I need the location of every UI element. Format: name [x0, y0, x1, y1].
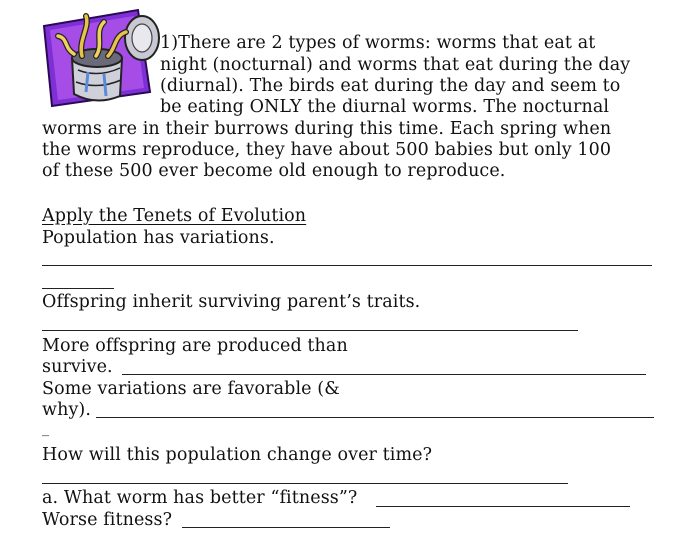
answer-line-variations-cont[interactable]: [42, 288, 114, 289]
question-better-fitness: a. What worm has better “fitness”?: [42, 488, 358, 508]
section-heading: Apply the Tenets of Evolution: [42, 206, 307, 226]
intro-line-3: (diurnal). The birds eat during the day and seem to: [160, 76, 621, 96]
tenet-more-offspring-cont: survive.: [42, 357, 113, 377]
answer-line-inherit[interactable]: [42, 330, 578, 331]
answer-line-variations[interactable]: [42, 265, 652, 266]
tenet-favorable-cont: why).: [42, 400, 92, 420]
answer-line-worse-fitness[interactable]: [182, 527, 390, 528]
stray-dash: _: [42, 421, 50, 437]
tenet-inherit: Offspring inherit surviving parent’s traits.: [42, 292, 421, 312]
question-change: How will this population change over time?: [42, 445, 433, 465]
intro-line-2: night (nocturnal) and worms that eat during the day: [160, 55, 631, 75]
answer-line-better-fitness[interactable]: [376, 506, 630, 507]
answer-line-change[interactable]: [42, 483, 568, 484]
intro-line-7: of these 500 ever become old enough to reproduce.: [42, 161, 506, 181]
tenet-more-offspring: More offspring are produced than: [42, 336, 348, 356]
intro-line-6: the worms reproduce, they have about 500 babies but only 100: [42, 140, 612, 160]
intro-line-4: be eating ONLY the diurnal worms. The nocturnal: [160, 97, 610, 117]
tenet-variations: Population has variations.: [42, 228, 275, 248]
intro-line-5: worms are in their burrows during this time. Each spring when: [42, 119, 612, 139]
intro-line-1: 1)There are 2 types of worms: worms that eat at: [160, 33, 596, 53]
answer-line-favorable[interactable]: [96, 417, 654, 418]
question-worse-fitness: Worse fitness?: [42, 510, 173, 530]
answer-line-more-offspring[interactable]: [122, 374, 646, 375]
tenet-favorable: Some variations are favorable (&: [42, 379, 340, 399]
can-of-worms-icon: [38, 8, 162, 108]
